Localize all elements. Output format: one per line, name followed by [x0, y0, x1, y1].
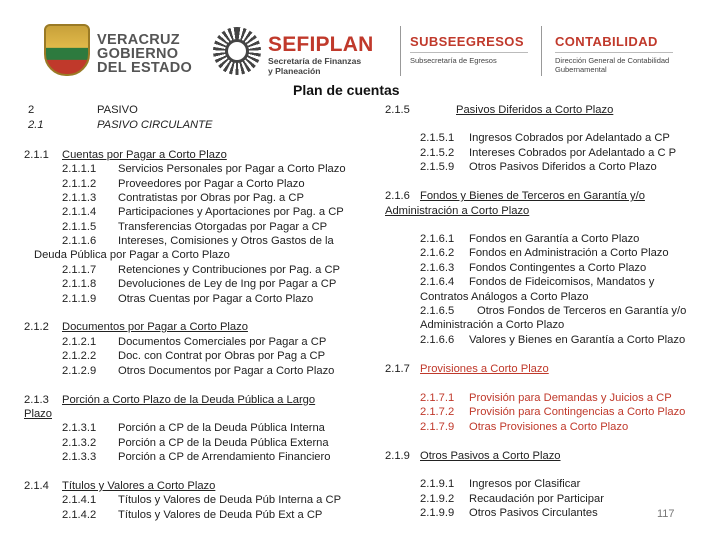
list-item: Fondos en Administración a Corto Plazo	[469, 247, 669, 259]
list-item: Otras Provisiones a Corto Plazo	[469, 421, 629, 433]
list-item-code: 2.1.7.2	[420, 406, 455, 418]
list-item: Porción a CP de Arrendamiento Financiero	[118, 451, 331, 463]
list-item-continuation: Deuda Pública por Pagar a Corto Plazo	[34, 249, 230, 261]
list-item: Valores y Bienes en Garantía a Corto Plazo	[469, 334, 686, 346]
header-logos	[0, 0, 720, 88]
list-item-code: 2.1.2.9	[62, 365, 97, 377]
subseegresos-sub: Subsecretaría de Egresos	[410, 56, 497, 65]
list-item-code: 2.1.1.8	[62, 278, 97, 290]
list-item: Otras Cuentas por Pagar a Corto Plazo	[118, 293, 314, 305]
list-item-code: 2.1.6.1	[420, 233, 455, 245]
list-item-code: 2.1.5.1	[420, 132, 455, 144]
group-2-1-6-name: Fondos y Bienes de Terceros en Garantía y/o	[420, 190, 645, 202]
list-item-code: 2.1.3.3	[62, 451, 97, 463]
list-item-code: 2.1.6.2	[420, 247, 455, 259]
group-2-1-4-name: Títulos y Valores a Corto Plazo	[62, 480, 216, 492]
list-item-code: 2.1.9.1	[420, 478, 455, 490]
list-item-code: 2.1.1.4	[62, 206, 97, 218]
group-2-1-9-code: 2.1.9	[385, 450, 410, 462]
list-item-code: 2.1.6.3	[420, 262, 455, 274]
level2-name: PASIVO CIRCULANTE	[97, 119, 213, 131]
list-item: Contratistas por Obras por Pag. a CP	[118, 192, 304, 204]
list-item: Proveedores por Pagar a Corto Plazo	[118, 178, 305, 190]
list-item-code: 2.1.6.5	[420, 305, 455, 317]
group-2-1-4-code: 2.1.4	[24, 480, 49, 492]
list-item: Fondos de Fideicomisos, Mandatos y	[469, 276, 655, 288]
list-item-continuation: Contratos Análogos a Corto Plazo	[420, 291, 589, 303]
group-2-1-1-name: Cuentas por Pagar a Corto Plazo	[62, 149, 227, 161]
list-item-code: 2.1.1.3	[62, 192, 97, 204]
group-2-1-2-code: 2.1.2	[24, 321, 49, 333]
list-item: Otros Documentos por Pagar a Corto Plazo	[118, 365, 335, 377]
subseegresos-rule	[410, 52, 528, 53]
veracruz-logo-line-1: VERACRUZ	[97, 32, 180, 48]
list-item-code: 2.1.3.2	[62, 437, 97, 449]
list-item-code: 2.1.2.2	[62, 350, 97, 362]
list-item-code: 2.1.7.1	[420, 392, 455, 404]
list-item: Provisión para Contingencias a Corto Plazo	[469, 406, 686, 418]
list-item: Transferencias Otorgadas por Pagar a CP	[118, 221, 328, 233]
page-number: 117	[657, 508, 675, 520]
group-2-1-6-name-cont: Administración a Corto Plazo	[385, 205, 530, 217]
list-item: Fondos Contingentes a Corto Plazo	[469, 262, 647, 274]
sefiplan-sub-2: y Planeación	[268, 66, 321, 76]
group-2-1-2-name: Documentos por Pagar a Corto Plazo	[62, 321, 248, 333]
list-item: Intereses Cobrados por Adelantado a C P	[469, 147, 677, 159]
group-2-1-5-name: Pasivos Diferidos a Corto Plazo	[456, 104, 614, 116]
list-item-code: 2.1.1.2	[62, 178, 97, 190]
list-item-code: 2.1.1.9	[62, 293, 97, 305]
contabilidad-label: CONTABILIDAD	[555, 34, 658, 49]
list-item-code: 2.1.3.1	[62, 422, 97, 434]
group-2-1-3-name: Porción a Corto Plazo de la Deuda Pública a Largo	[62, 394, 316, 406]
veracruz-logo-line-2: GOBIERNO	[97, 46, 179, 62]
list-item: Otros Pasivos Circulantes	[469, 507, 598, 519]
list-item: Ingresos por Clasificar	[469, 478, 581, 490]
list-item: Otros Fondos de Terceros en Garantía y/o	[477, 305, 687, 317]
list-item-code: 2.1.6.6	[420, 334, 455, 346]
group-2-1-7-code: 2.1.7	[385, 363, 410, 375]
contabilidad-sub-1: Dirección General de Contabilidad	[555, 56, 670, 65]
list-item-code: 2.1.9.2	[420, 493, 455, 505]
sefiplan-emblem-icon	[213, 27, 261, 75]
list-item: Ingresos Cobrados por Adelantado a CP	[469, 132, 670, 144]
contabilidad-rule	[555, 52, 673, 53]
list-item-code: 2.1.1.6	[62, 235, 97, 247]
group-2-1-1-code: 2.1.1	[24, 149, 49, 161]
list-item: Intereses, Comisiones y Otros Gastos de la	[118, 235, 334, 247]
sefiplan-sub-1: Secretaría de Finanzas	[268, 56, 362, 66]
contabilidad-sub-2: Gubernamental	[555, 65, 607, 74]
list-item: Devoluciones de Ley de Ing por Pagar a CP	[118, 278, 337, 290]
list-item-code: 2.1.7.9	[420, 421, 455, 433]
group-2-1-3-code: 2.1.3	[24, 394, 49, 406]
header-divider-2	[541, 26, 542, 76]
group-2-1-6-code: 2.1.6	[385, 190, 410, 202]
list-item: Servicios Personales por Pagar a Corto Plazo	[118, 163, 346, 175]
slide-title: Plan de cuentas	[293, 82, 400, 98]
list-item: Doc. con Contrat por Obras por Pag a CP	[118, 350, 326, 362]
list-item-code: 2.1.6.4	[420, 276, 455, 288]
list-item-code: 2.1.1.1	[62, 163, 97, 175]
list-item: Retenciones y Contribuciones por Pag. a CP	[118, 264, 341, 276]
list-item: Títulos y Valores de Deuda Púb Ext a CP	[118, 509, 323, 521]
list-item: Fondos en Garantía a Corto Plazo	[469, 233, 640, 245]
list-item-code: 2.1.1.5	[62, 221, 97, 233]
list-item-code: 2.1.4.2	[62, 509, 97, 521]
subseegresos-label: SUBSEEGRESOS	[410, 34, 524, 49]
level2-code: 2.1	[28, 119, 44, 131]
header-divider	[400, 26, 401, 76]
list-item: Recaudación por Participar	[469, 493, 604, 505]
group-2-1-9-name: Otros Pasivos a Corto Plazo	[420, 450, 561, 462]
sefiplan-logo: SEFIPLAN	[268, 33, 374, 56]
list-item: Porción a CP de la Deuda Pública Interna	[118, 422, 325, 434]
list-item: Participaciones y Aportaciones por Pag. a CP	[118, 206, 344, 218]
list-item-code: 2.1.4.1	[62, 494, 97, 506]
level1-code: 2	[28, 104, 35, 116]
group-2-1-5-code: 2.1.5	[385, 104, 410, 116]
veracruz-logo-line-3: DEL ESTADO	[97, 60, 193, 76]
list-item: Títulos y Valores de Deuda Púb Interna a CP	[118, 494, 342, 506]
list-item-code: 2.1.5.9	[420, 161, 455, 173]
list-item-code: 2.1.1.7	[62, 264, 97, 276]
list-item: Provisión para Demandas y Juicios a CP	[469, 392, 672, 404]
level1-name: PASIVO	[97, 104, 138, 116]
group-2-1-3-name-cont: Plazo	[24, 408, 52, 420]
list-item-code: 2.1.5.2	[420, 147, 455, 159]
list-item-code: 2.1.2.1	[62, 336, 97, 348]
list-item: Otros Pasivos Diferidos a Corto Plazo	[469, 161, 657, 173]
veracruz-coat-of-arms-icon	[44, 24, 90, 76]
list-item-continuation: Administración a Corto Plazo	[420, 319, 565, 331]
list-item: Documentos Comerciales por Pagar a CP	[118, 336, 327, 348]
list-item: Porción a CP de la Deuda Pública Externa	[118, 437, 329, 449]
group-2-1-7-name: Provisiones a Corto Plazo	[420, 363, 549, 375]
list-item-code: 2.1.9.9	[420, 507, 455, 519]
